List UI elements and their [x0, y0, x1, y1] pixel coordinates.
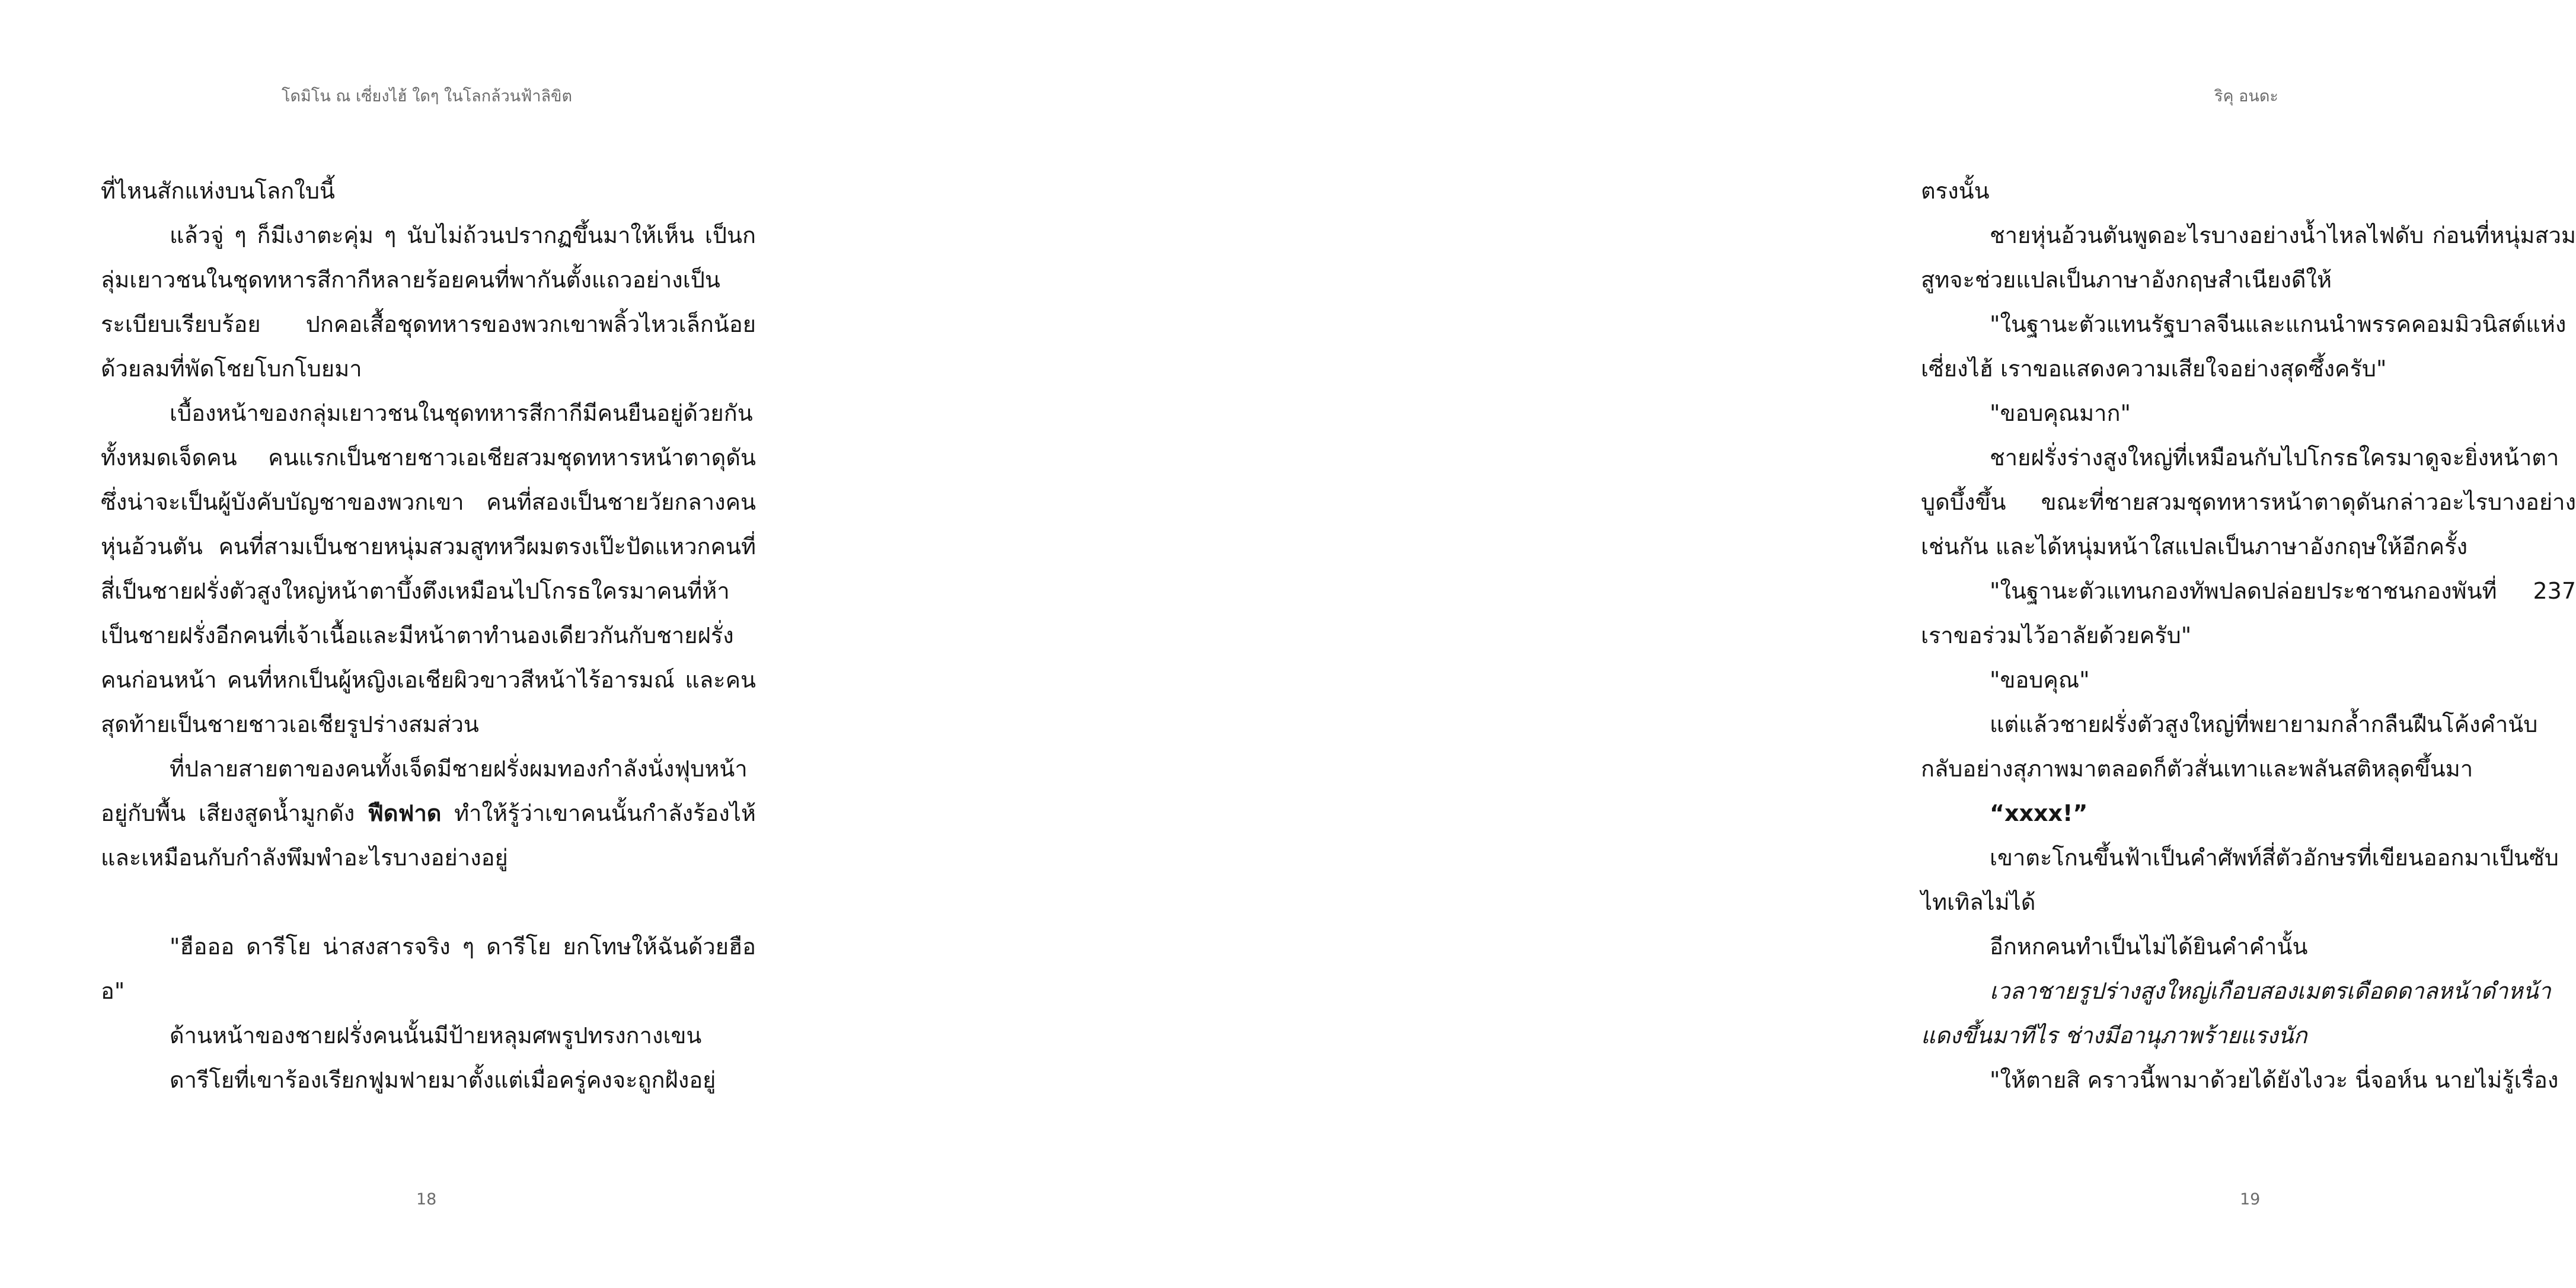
running-head-left: โดมิโน ณ เซี่ยงไฮ้ ใดๆ ในโลกล้วนฟ้าลิขิต: [282, 87, 573, 106]
paragraph-gap: [101, 880, 756, 925]
running-head-right: ริคุ อนดะ: [2214, 87, 2278, 106]
paragraph: ชายหุ่นอ้วนตันพูดอะไรบางอย่างน้ำไหลไฟดับ ก่อนที่หนุ่มสวมสูทจะช่วยแปลเป็นภาษาอังกฤษสำเนียงดีให้: [1921, 222, 2576, 293]
right-body-text: [1921, 169, 2576, 1102]
paragraph: "ขอบคุณมาก": [1990, 400, 2131, 426]
paragraph: เขาตะโกนขึ้นฟ้าเป็นคำศัพท์สี่ตัวอักษรที่เขียนออกมาเป็นซับไทเทิลไม่ได้: [1921, 845, 2559, 915]
paragraph: ดารีโยที่เขาร้องเรียกฟูมฟายมาตั้งแต่เมื่อครู่คงจะถูกฝังอยู่: [170, 1067, 716, 1093]
paragraph-exclamation: “xxxx!”: [1990, 800, 2088, 826]
paragraph: เบื้องหน้าของกลุ่มเยาวชนในชุดทหารสีกากีมีคนยืนอยู่ด้วยกันทั้งหมดเจ็ดคน คนแรกเป็นชายชาวเอเชียสวมชุดทหารหน้าตาดุดันซึ่งน่าจะเป็นผู้บังคับบัญชาของพวกเขา คนที่สองเป็นชายวัยกลางคนหุ่นอ้วนตัน คนที่สามเป็นชายหนุ่มสวมสูทหวีผมตรงเป๊ะปัดแหวกคนที่สี่เป็นชายฝรั่งตัวสูงใหญ่หน้าตาบึ้งตึงเหมือนไปโกรธใครมาคนที่ห้าเป็นชายฝรั่งอีกคนที่เจ้าเนื้อและมีหน้าตาทำนองเดียวกันกับชายฝรั่งคนก่อนหน้า คนที่หกเป็นผู้หญิงเอเชียผิวขาวสีหน้าไร้อารมณ์ และคนสุดท้ายเป็นชายชาวเอเชียรูปร่างสมส่วน: [101, 400, 756, 737]
paragraph-text: ที่ปลายสายตาของคนทั้งเจ็ดมีชายฝรั่งผมทองกำลังนั่งฟุบหน้าอยู่กับพื้น เสียงสูดน้ำมูกดัง: [101, 756, 748, 826]
left-body-text: [101, 169, 756, 1102]
paragraph-text: ทำให้รู้ว่าเขาคนนั้นกำลังร้องไห้และเหมือนกับกำลังพึมพำอะไรบางอย่างอยู่: [101, 800, 756, 871]
paragraph-italic: เวลาชายรูปร่างสูงใหญ่เกือบสองเมตรเดือดดาลหน้าดำหน้าแดงขึ้นมาทีไร ช่างมีอานุภาพร้ายแรงนัก: [1921, 978, 2551, 1049]
paragraph: แต่แล้วชายฝรั่งตัวสูงใหญ่ที่พยายามกล้ำกลืนฝืนโค้งคำนับกลับอย่างสุภาพมาตลอดก็ตัวสั่นเทาและพลันสติหลุดขึ้นมา: [1921, 711, 2538, 782]
paragraph: ด้านหน้าของชายฝรั่งคนนั้นมีป้ายหลุมศพรูปทรงกางเขน: [170, 1022, 702, 1049]
page-number-left: 18: [416, 1190, 437, 1209]
paragraph: "ขอบคุณ": [1990, 667, 2090, 693]
paragraph: ตรงนั้น: [1921, 178, 1990, 204]
onomatopoeia-bold: ฟืดฟาด: [367, 800, 442, 826]
paragraph: "ฮือออ ดารีโย น่าสงสารจริง ๆ ดารีโย ยกโทษให้ฉันด้วยฮืออ": [101, 934, 756, 1004]
paragraph: "ในฐานะตัวแทนรัฐบาลจีนและแกนนำพรรคคอมมิวนิสต์แห่งเซี่ยงไฮ้ เราขอแสดงความเสียใจอย่างสุดซึ้งครับ": [1921, 311, 2567, 382]
page-number-right: 19: [2240, 1190, 2261, 1209]
right-page: [889, 0, 2576, 1288]
paragraph: "ในฐานะตัวแทนกองทัพปลดปล่อยประชาชนกองพันที่ 237 เราขอร่วมไว้อาลัยด้วยครับ": [1921, 578, 2576, 648]
paragraph: [101, 747, 756, 880]
paragraph: แล้วจู่ ๆ ก็มีเงาตะคุ่ม ๆ นับไม่ถ้วนปรากฏขึ้นมาให้เห็น เป็นกลุ่มเยาวชนในชุดทหารสีกากีหลายร้อยคนที่พากันตั้งแถวอย่างเป็นระเบียบเรียบร้อย ปกคอเสื้อชุดทหารของพวกเขาพลิ้วไหวเล็กน้อยด้วยลมที่พัดโชยโบกโบยมา: [101, 222, 756, 382]
paragraph: ที่ไหนสักแห่งบนโลกใบนี้: [101, 178, 335, 204]
paragraph: "ให้ตายสิ คราวนี้พามาด้วยได้ยังไงวะ นี่จอห์น นายไม่รู้เรื่อง: [1990, 1067, 2559, 1093]
left-page: [0, 0, 889, 1288]
paragraph: ชายฝรั่งร่างสูงใหญ่ที่เหมือนกับไปโกรธใครมาดูจะยิ่งหน้าตาบูดบึ้งขึ้น ขณะที่ชายสวมชุดทหารหน้าตาดุดันกล่าวอะไรบางอย่างเช่นกัน และได้หนุ่มหน้าใสแปลเป็นภาษาอังกฤษให้อีกครั้ง: [1921, 445, 2576, 560]
paragraph: อีกหกคนทำเป็นไม่ได้ยินคำคำนั้น: [1990, 934, 2308, 960]
